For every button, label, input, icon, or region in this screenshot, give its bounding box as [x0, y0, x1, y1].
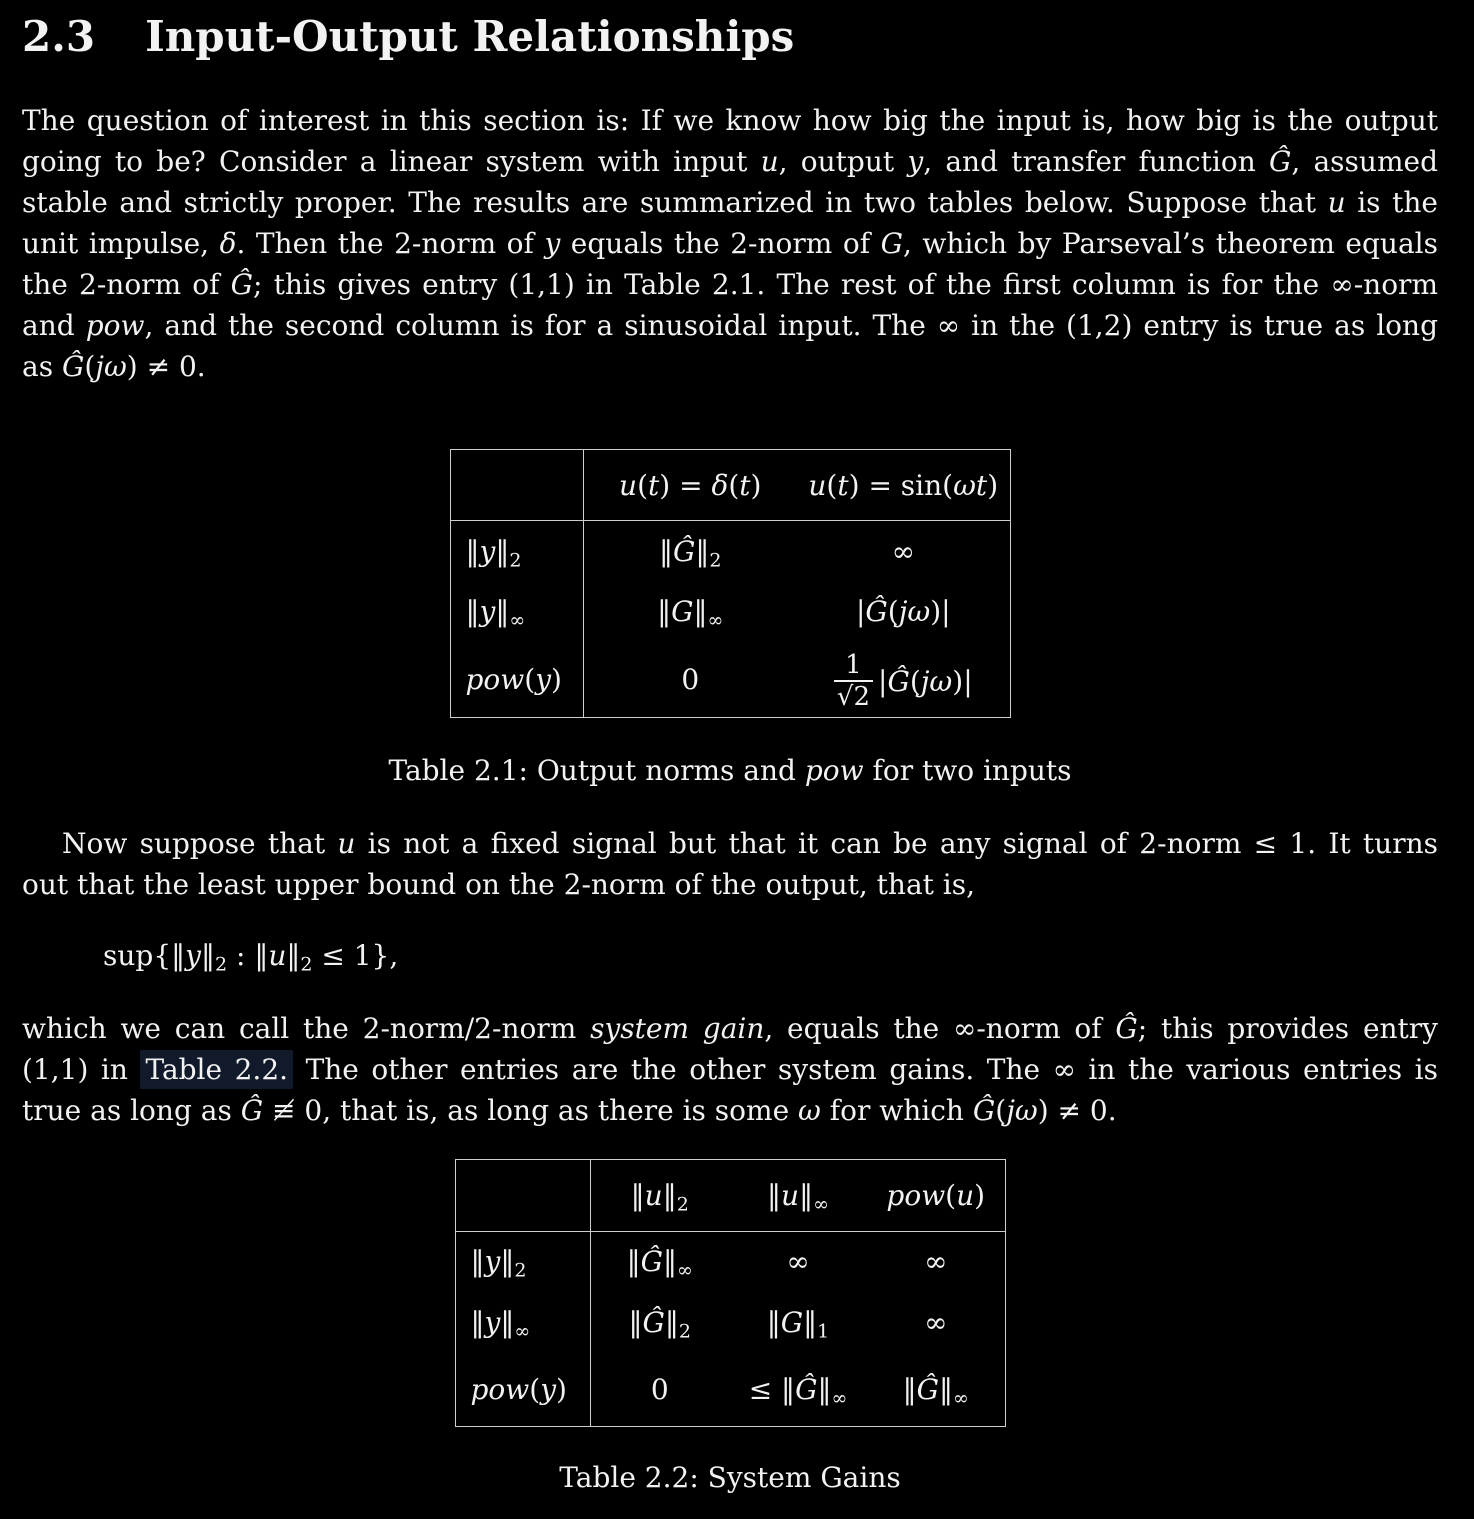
text-line: [22, 1049, 1438, 1090]
row-label: $‖y‖_\infty$: [450, 582, 583, 642]
table-corner-cell: [455, 1160, 590, 1232]
paragraph-1: [22, 100, 1438, 387]
table-2-1-caption: Table 2.1: Output norms and pow for two inputs: [388, 754, 1072, 788]
table-cell: $‖Ĝ‖_\infty$: [626, 1245, 693, 1282]
fraction-numerator: 1: [845, 650, 862, 681]
table-2-1: [450, 449, 1011, 718]
row-label: pow(y): [455, 1354, 590, 1427]
text-line: as Ĝ(jω) ≠ 0.: [22, 350, 206, 384]
text-line: and pow, and the second column is for a sinusoidal input. The ∞ in the (1,2) entry is true as long: [22, 309, 1438, 343]
section-heading: [22, 14, 1438, 60]
table-cell: ∞: [924, 1306, 948, 1340]
table-cell-fraction: [797, 642, 1010, 718]
table-cell: |Ĝ(jω)|: [855, 595, 951, 629]
fraction: [834, 651, 873, 711]
table-cell: 0: [681, 662, 700, 696]
display-equation: $sup\{‖y‖_2$ : $‖u‖_2 \le 1$},: [103, 939, 399, 976]
table-2-2-link[interactable]: Table 2.2.: [140, 1050, 293, 1089]
table-cell: ∞: [891, 534, 915, 568]
paragraph-2: [22, 823, 1438, 905]
table-cell: $‖G‖_1$: [766, 1306, 830, 1343]
row-label: $‖y‖_2$: [455, 1232, 590, 1292]
row-label: $‖y‖_2$: [450, 521, 583, 582]
table-2-2: [455, 1159, 1006, 1427]
table-cell: ∞: [786, 1245, 810, 1279]
text-segment: The other entries are the other system gains. The ∞ in the various entries is: [293, 1053, 1438, 1087]
fraction-denominator: √2: [834, 680, 873, 712]
table-cell: ≤ $‖Ĝ‖_\infty$: [748, 1373, 848, 1410]
fraction-tail: |Ĝ(jω)|: [878, 664, 973, 698]
table-cell: ∞: [924, 1245, 948, 1279]
column-header: pow(u): [867, 1160, 1005, 1232]
text-line: out that the least upper bound on the 2-norm of the output, that is,: [22, 868, 976, 902]
text-segment: (1,1) in: [22, 1053, 141, 1087]
table-cell: $‖Ĝ‖_\infty$: [902, 1373, 969, 1410]
text-line: Now suppose that u is not a fixed signal but that it can be any signal of 2-norm ≤ 1. It turns: [62, 827, 1438, 861]
table-cell: $‖Ĝ‖_2$: [659, 534, 722, 572]
text-line: The question of interest in this section is: If we know how big the input is, how big is the output: [22, 104, 1438, 138]
table-cell: $‖G‖_\infty$: [657, 595, 724, 632]
table-cell: $‖Ĝ‖_2$: [628, 1306, 691, 1343]
paragraph-3: [22, 1008, 1438, 1131]
text-line: the 2-norm of Ĝ; this gives entry (1,1) in Table 2.1. The rest of the first column is for the ∞-norm: [22, 268, 1438, 302]
table-2-1-container: [22, 449, 1438, 718]
table-2-2-caption: Table 2.2: System Gains: [559, 1461, 901, 1495]
row-label: pow(y): [450, 642, 583, 718]
column-header: u(t) = sin(ωt): [797, 450, 1010, 521]
table-cell: 0: [650, 1373, 669, 1407]
row-label: $‖y‖_\infty$: [455, 1292, 590, 1354]
column-header: $‖u‖_\infty$: [729, 1160, 867, 1232]
text-line: true as long as Ĝ ≢ 0, that is, as long as there is some ω for which Ĝ(jω) ≠ 0.: [22, 1094, 1117, 1128]
section-number: 2.3: [22, 12, 96, 61]
text-line: stable and strictly proper. The results are summarized in two tables below. Suppose that u is the: [22, 186, 1438, 220]
text-line: which we can call the 2-norm/2-norm system gain, equals the ∞-norm of Ĝ; this provides entry: [22, 1012, 1438, 1046]
table-corner-cell: [450, 450, 583, 521]
column-header: u(t) = δ(t): [583, 450, 797, 521]
text-line: unit impulse, δ. Then the 2-norm of y equals the 2-norm of G, which by Parseval’s theorem equals: [22, 227, 1438, 261]
section-title: Input-Output Relationships: [145, 12, 795, 61]
text-line: going to be? Consider a linear system with input u, output y, and transfer function Ĝ, assumed: [22, 145, 1438, 179]
table-2-2-container: [22, 1159, 1438, 1427]
column-header: $‖u‖_2$: [590, 1160, 729, 1232]
